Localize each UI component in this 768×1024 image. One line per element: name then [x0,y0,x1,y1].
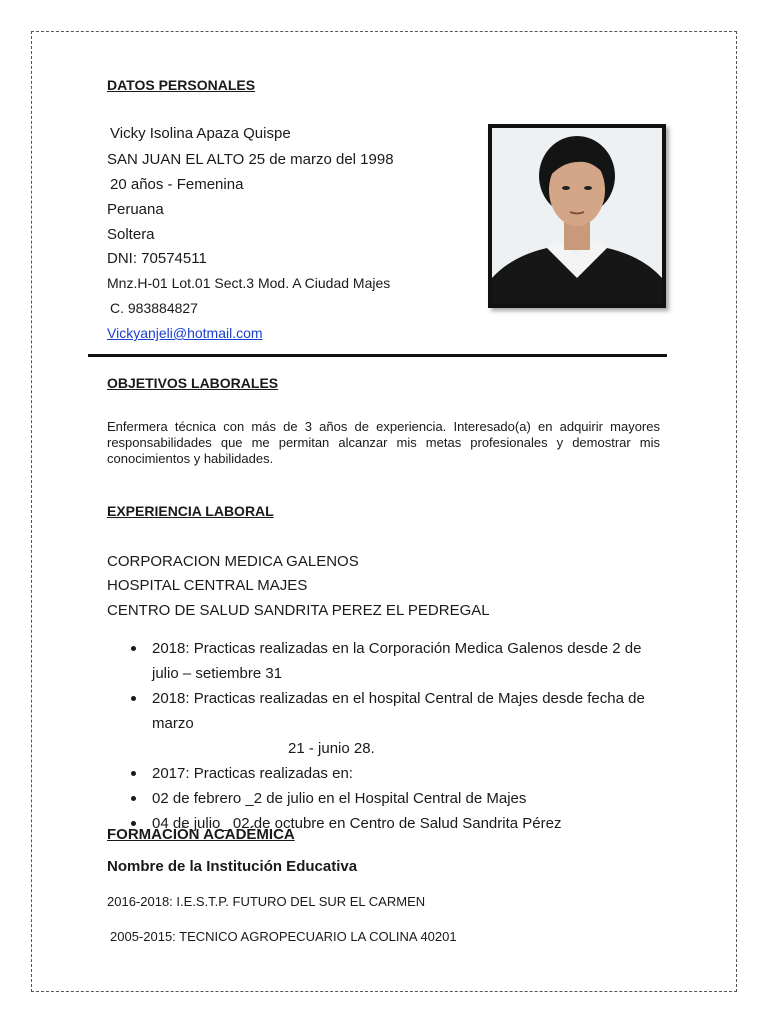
education-subheading: Nombre de la Institución Educativa [107,858,358,875]
personal-dni: DNI: 70574511 [107,250,207,267]
personal-civil-status: Soltera [107,226,155,243]
objectives-heading: OBJETIVOS LABORALES [107,375,279,391]
portrait-illustration [492,128,662,304]
education-heading: FORMACIÓN ACADÉMICA [107,826,295,843]
experience-list [107,636,667,836]
experience-item: 2018: Practicas realizadas en la Corporación Medica Galenos desde 2 de julio – setiembre 31 [107,636,667,686]
personal-name: Vicky Isolina Apaza Quispe [110,125,291,142]
experience-item: 2018: Practicas realizadas en el hospital Central de Majes desde fecha de marzo 21 - junio 28. [107,686,667,761]
section-divider [88,354,667,357]
company-item: CORPORACION MEDICA GALENOS [107,553,359,570]
personal-phone: C. 983884827 [110,300,198,316]
company-item: HOSPITAL CENTRAL MAJES [107,577,308,594]
personal-nationality: Peruana [107,201,164,218]
company-item: CENTRO DE SALUD SANDRITA PEREZ EL PEDREGAL [107,602,490,619]
personal-heading: DATOS PERSONALES [107,77,256,93]
objectives-text: Enfermera técnica con más de 3 años de experiencia. Interesado(a) en adquirir mayores responsabilidades que me permitan alcanzar mis metas profesionales y demostrar mis conocimientos y habilidades. [107,419,660,466]
education-entry: 2005-2015: TECNICO AGROPECUARIO LA COLINA 40201 [110,929,457,944]
personal-address: Mnz.H-01 Lot.01 Sect.3 Mod. A Ciudad Majes [107,275,391,291]
personal-age-gender: 20 años - Femenina [110,176,244,193]
personal-email-link[interactable]: Vickyanjeli@hotmail.com [107,325,263,341]
experience-item: 04 de julio_ 02 de octubre en Centro de Salud Sandrita Pérez [107,811,667,836]
personal-birth: SAN JUAN EL ALTO 25 de marzo del 1998 [107,151,394,168]
profile-photo [488,124,666,308]
experience-item: 02 de febrero _2 de julio en el Hospital Central de Majes [107,786,667,811]
experience-item: 2017: Practicas realizadas en: [107,761,667,786]
experience-heading: EXPERIENCIA LABORAL [107,503,274,519]
experience-item-tail: 21 - junio 28. [288,740,375,757]
education-entry: 2016-2018: I.E.S.T.P. FUTURO DEL SUR EL CARMEN [107,894,426,909]
